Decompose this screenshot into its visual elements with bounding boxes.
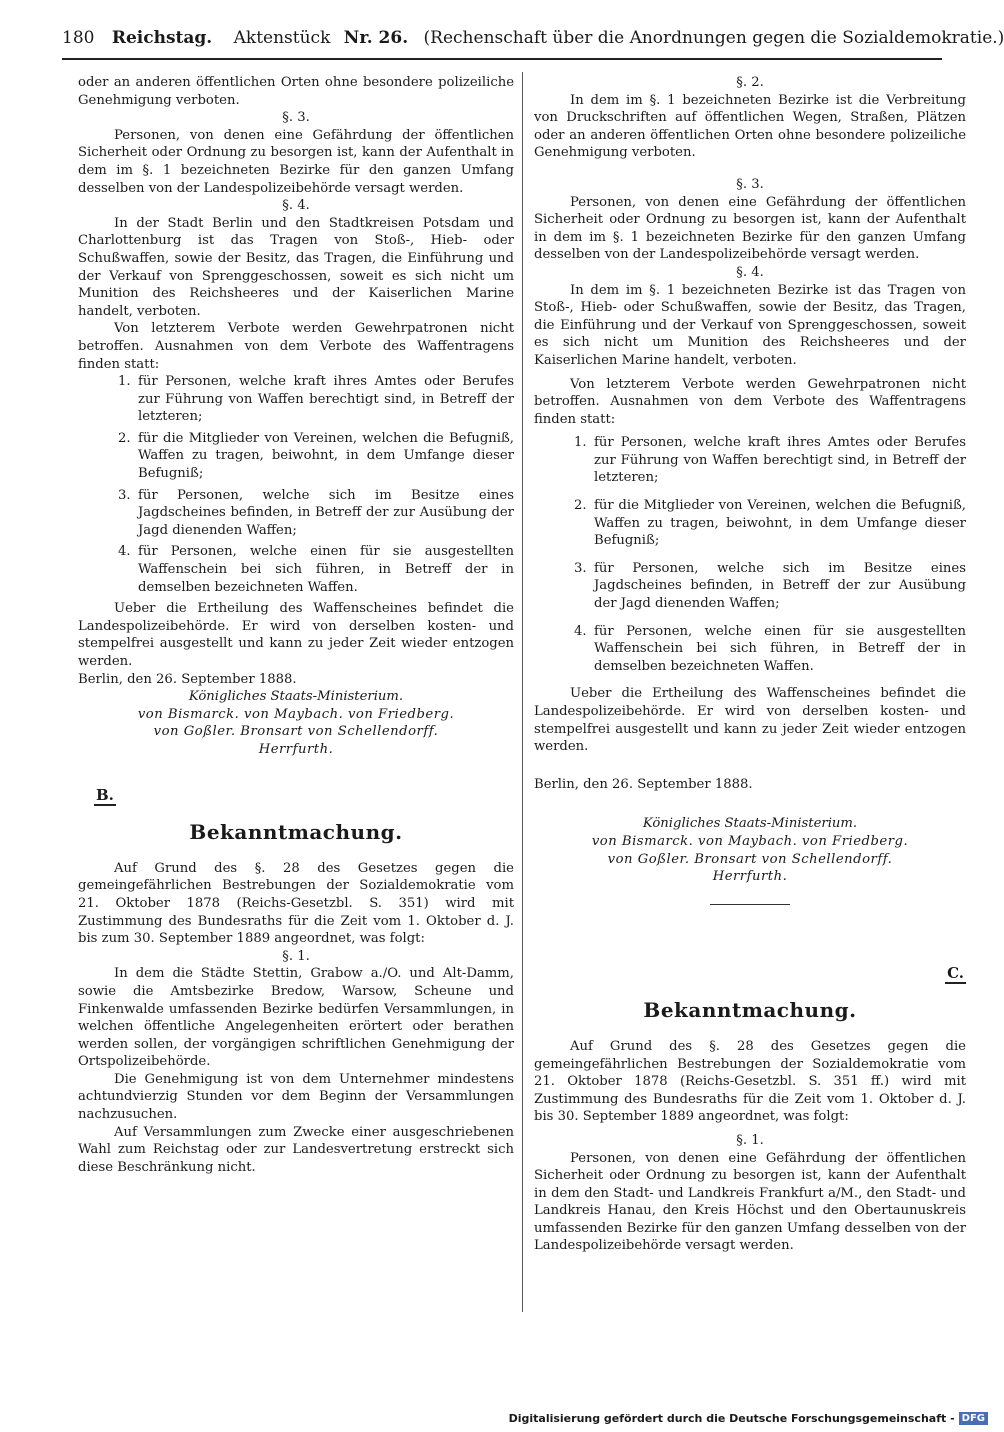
header-document: Aktenstück: [233, 28, 331, 48]
list-item: [78, 373, 514, 426]
column-divider: [522, 72, 523, 1312]
item-number: 4.: [118, 544, 131, 560]
item-text: für die Mitglieder von Vereinen, welchen die Befugniß, Waffen zu tragen, beiwohnt, in dem Umfange dieser Befugniß;: [138, 430, 514, 482]
section-heading: §. 3.: [282, 110, 310, 126]
section-heading: §. 1.: [736, 1132, 764, 1148]
signature-line: Herrfurth.: [712, 869, 788, 885]
paragraph: Auf Versammlungen zum Zwecke einer ausgeschriebenen Wahl zum Reichstag oder zur Landesvertretung erstreckt sich diese Beschränkung nicht.: [78, 1124, 514, 1175]
signature-line: von Bismarck. von Maybach. von Friedberg.: [137, 706, 455, 722]
signature-line: Herrfurth.: [258, 741, 334, 757]
item-number: 3.: [574, 560, 587, 576]
list-item: [78, 430, 514, 483]
signatures: [534, 833, 966, 886]
item-text: für Personen, welche sich im Besitze eines Jagdscheines befinden, in Betreff der zur Ausübung der Jagd dienenden Waffen;: [594, 560, 966, 612]
paragraph: Personen, von denen eine Gefährdung der öffentlichen Sicherheit oder Ordnung zu besorgen ist, kann der Aufenthalt in dem im §. 1 bezeichneten Bezirke für den ganzen Umfang desselben von der Landespolizeibehörde versagt werden.: [534, 194, 966, 263]
paragraph: Auf Grund des §. 28 des Gesetzes gegen die gemeingefährlichen Bestrebungen der Sozialdemokratie vom 21. Oktober 1878 (Reichs-Gesetzbl. S. 351) wird mit Zustimmung des Bundesraths für die Zeit vom 1. Oktober d. J. bis zum 30. September 1889 angeordnet, was folgt:: [78, 860, 514, 947]
item-text: für Personen, welche kraft ihres Amtes oder Berufes zur Führung von Waffen berechtigt sind, in Betreff der letzteren;: [594, 435, 966, 486]
paragraph: Personen, von denen eine Gefährdung der öffentlichen Sicherheit oder Ordnung zu besorgen ist, kann der Aufenthalt in dem den Stadt- und Landkreis Frankfurt a/M., den Stadt- und Landkreis Hanau, den Kreis Höchst und den Obertaunuskreis umfassenden Bezirke für den ganzen Umfang desselben von der Landespolizeibehörde versagt werden.: [534, 1150, 966, 1254]
header-number: Nr. 26.: [343, 28, 409, 48]
signatures: [78, 706, 514, 759]
ministry-title: Königliches Staats-Ministerium.: [188, 689, 404, 705]
digitization-credit: [509, 1412, 988, 1425]
section-heading: §. 4.: [282, 198, 310, 214]
signature-line: von Goßler. Bronsart von Schellendorff.: [153, 724, 439, 740]
header-rule: [62, 58, 942, 60]
section-heading: §. 4.: [736, 264, 764, 280]
section-heading: §. 1.: [282, 948, 310, 964]
paragraph: In der Stadt Berlin und den Stadtkreisen Potsdam und Charlottenburg ist das Tragen von Stoß-, Hieb- oder Schußwaffen, sowie der Besitz, das Tragen, die Einführung und der Verkauf von Sprenggeschossen, soweit es sich nicht um Munition des Reichsheeres und der Kaiserlichen Marine handelt, verboten.: [78, 215, 514, 319]
section-label-b: B.: [94, 787, 116, 807]
section-heading: §. 3.: [736, 176, 764, 192]
date-line: Berlin, den 26. September 1888.: [534, 776, 753, 792]
item-number: 1.: [118, 374, 131, 390]
item-text: für Personen, welche kraft ihres Amtes oder Berufes zur Führung von Waffen berechtigt sind, in Betreff der letzteren;: [138, 374, 514, 425]
paragraph: Ueber die Ertheilung des Waffenscheines befindet die Landespolizeibehörde. Er wird von derselben kosten- und stempelfrei ausgestellt und kann zu jeder Zeit wieder entzogen werden.: [534, 686, 966, 755]
exceptions-list: [78, 373, 514, 596]
announcement-title: Bekanntmachung.: [643, 998, 857, 1023]
paragraph: Von letzterem Verbote werden Gewehrpatronen nicht betroffen. Ausnahmen von dem Verbote des Waffentragens finden statt:: [78, 321, 514, 372]
section-label-c: C.: [945, 965, 966, 985]
paragraph: Auf Grund des §. 28 des Gesetzes gegen die gemeingefährlichen Bestrebungen der Sozialdemokratie vom 21. Oktober 1878 (Reichs-Gesetzbl. S. 351 ff.) wird mit Zustimmung des Bundesraths für die Zeit vom 1. Oktober d. J. bis 30. September 1889 angeordnet, was folgt:: [534, 1038, 966, 1125]
list-item: [78, 543, 514, 596]
ministry-title: Königliches Staats-Ministerium.: [642, 816, 858, 832]
paragraph: Von letzterem Verbote werden Gewehrpatronen nicht betroffen. Ausnahmen von dem Verbote des Waffentragens finden statt:: [534, 376, 966, 427]
item-number: 3.: [118, 487, 131, 503]
item-number: 4.: [574, 623, 587, 639]
paragraph: In dem die Städte Stettin, Grabow a./O. und Alt-Damm, sowie die Amtsbezirke Bredow, Warsow, Scheune und Finkenwalde umfassenden Bezirke bedürfen Versammlungen, in welchen öffentliche Angelegenheiten erörtert oder berathen werden sollen, der vorgängigen schriftlichen Genehmigung der Ortspolizeibehörde.: [78, 966, 514, 1070]
dfg-credit-text: Digitalisierung gefördert durch die Deutsche Forschungsgemeinschaft -: [508, 1412, 955, 1425]
item-text: für die Mitglieder von Vereinen, welchen die Befugniß, Waffen zu tragen, beiwohnt, in dem Umfange dieser Befugniß;: [594, 498, 966, 549]
paragraph: Ueber die Ertheilung des Waffenscheines befindet die Landespolizeibehörde. Er wird von derselben kosten- und stempelfrei ausgestellt und kann zu jeder Zeit wieder entzogen werden.: [78, 601, 514, 669]
paragraph: Die Genehmigung ist von dem Unternehmer mindestens achtundvierzig Stunden vor dem Beginn der Versammlungen nachzusuchen.: [78, 1071, 514, 1123]
item-number: 1.: [574, 435, 587, 451]
page-number: 180: [62, 28, 95, 48]
announcement-title: Bekanntmachung.: [189, 820, 403, 845]
exceptions-list: [534, 434, 966, 675]
header-reichstag: Reichstag.: [111, 28, 213, 48]
running-header: [62, 28, 1004, 60]
header-subject: (Rechenschaft über die Anordnungen gegen die Sozialdemokratie.): [423, 28, 1004, 48]
paragraph: In dem im §. 1 bezeichneten Bezirke ist die Verbreitung von Druckschriften auf öffentlichen Wegen, Straßen, Plätzen oder an anderen öffentlichen Orten ohne besondere polizeiliche Genehmigung verboten.: [534, 92, 966, 161]
list-item: [534, 497, 966, 550]
item-number: 2.: [118, 430, 131, 446]
right-column: [534, 74, 966, 1255]
date-line: Berlin, den 26. September 1888.: [78, 671, 297, 687]
list-item: [78, 487, 514, 540]
item-text: für Personen, welche sich im Besitze eines Jagdscheines befinden, in Betreff der zur Ausübung der Jagd dienenden Waffen;: [138, 487, 514, 538]
left-column: [78, 74, 514, 1176]
item-text: für Personen, welche einen für sie ausgestellten Waffenschein bei sich führen, in Betreff der in demselben bezeichneten Waffen.: [138, 544, 514, 595]
section-heading: §. 2.: [736, 75, 764, 90]
item-text: für Personen, welche einen für sie ausgestellten Waffenschein bei sich führen, in Betreff der in demselben bezeichneten Waffen.: [594, 623, 966, 674]
divider: [710, 904, 790, 905]
paragraph: In dem im §. 1 bezeichneten Bezirke ist das Tragen von Stoß-, Hieb- oder Schußwaffen, sowie der Besitz, das Tragen, die Einführung und der Verkauf von Sprenggeschossen, soweit es sich nicht um Munition des Reichsheeres und der Kaiserlichen Marine handelt, verboten.: [534, 282, 966, 368]
list-item: [534, 623, 966, 676]
item-number: 2.: [574, 498, 587, 514]
signature-line: von Bismarck. von Maybach. von Friedberg.: [591, 833, 909, 849]
paragraph: oder an anderen öffentlichen Orten ohne besondere polizeiliche Genehmigung verboten.: [78, 75, 514, 108]
signature-line: von Goßler. Bronsart von Schellendorff.: [607, 851, 893, 867]
paragraph: Personen, von denen eine Gefährdung der öffentlichen Sicherheit oder Ordnung zu besorgen ist, kann der Aufenthalt in dem im §. 1 bezeichneten Bezirke für den ganzen Umfang desselben von der Landespolizeibehörde versagt werden.: [78, 127, 514, 196]
list-item: [534, 560, 966, 613]
dfg-logo: DFG: [959, 1412, 988, 1425]
list-item: [534, 434, 966, 487]
